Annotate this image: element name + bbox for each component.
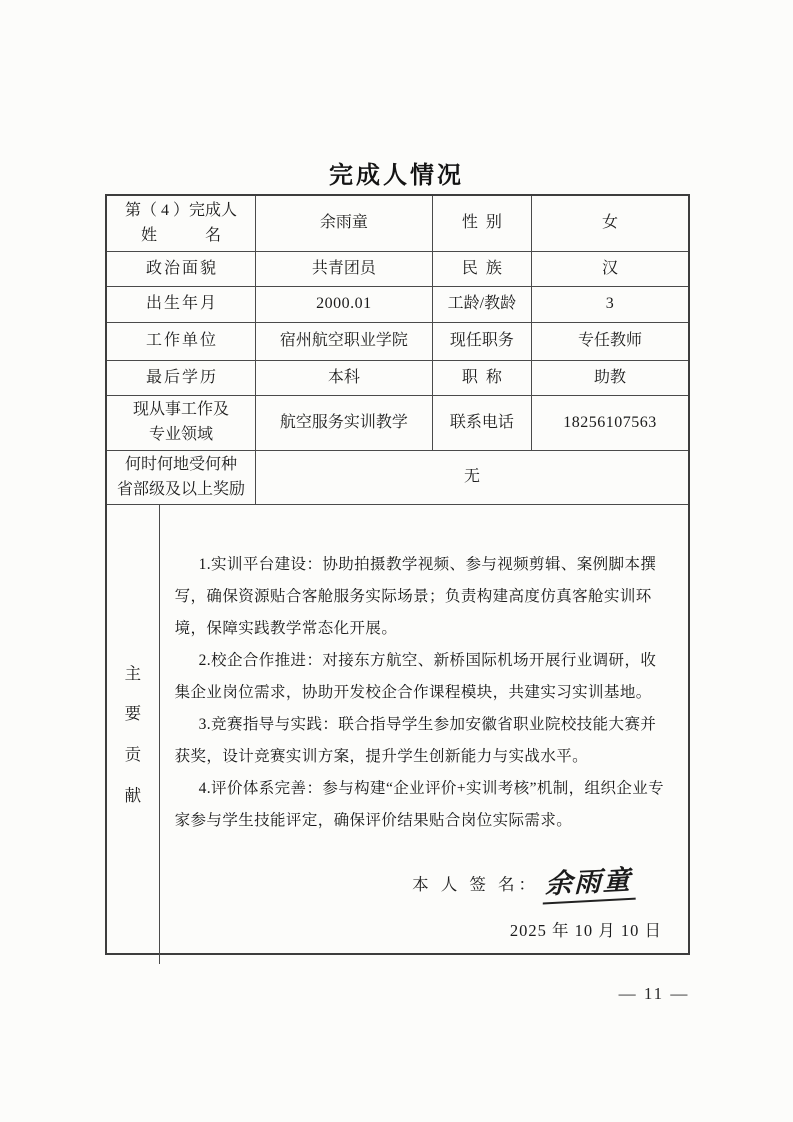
table-row (107, 396, 688, 451)
work-unit-value: 宿州航空职业学院 (256, 323, 433, 360)
table-row (107, 505, 688, 964)
awards-label (107, 451, 256, 504)
table-row (107, 451, 688, 505)
table-row (107, 287, 688, 323)
signature-date: 2025 年 10 月 10 日 (509, 921, 662, 941)
table-row (107, 361, 688, 396)
contribution-label-char: 献 (124, 785, 142, 805)
political-status-label: 政治面貌 (107, 252, 256, 286)
title-value: 助教 (594, 368, 627, 386)
signature-line (412, 865, 636, 902)
contribution-item-1: 1.实训平台建设：协助拍摄教学视频、参与视频剪辑、案例脚本撰写，确保资源贴合客舱服务实际场景；负责构建高度仿真客舱实训环境，保障实践教学常态化开展。 (174, 556, 657, 637)
title-label: 职称 (433, 361, 532, 395)
awards-label-line1: 何时何地受何种 (124, 455, 237, 473)
name-label (107, 196, 256, 251)
work-unit-label: 工作单位 (107, 323, 256, 360)
service-years-label: 工龄/教龄 (433, 287, 532, 322)
contribution-side-label (107, 505, 160, 964)
work-field-label-line1: 现从事工作及 (132, 401, 229, 419)
completer-info-table (105, 194, 690, 955)
name-label-line2: 姓 名 (140, 226, 221, 244)
contribution-item-2: 2.校企合作推进：对接东方航空、新桥国际机场开展行业调研，收集企业岗位需求，协助开发校企合作课程模块，共建实习实训基地。 (174, 652, 657, 701)
contribution-item-4: 4.评价体系完善：参与构建“企业评价+实训考核”机制，组织企业专家参与学生技能评定，确保评价结果贴合岗位实际需求。 (174, 780, 665, 829)
name-label-line1: 第（ 4 ）完成人 (124, 201, 237, 219)
phone-value: 18256107563 (563, 413, 657, 431)
contribution-item-3: 3.竞赛指导与实践：联合指导学生参加安徽省职业院校技能大赛并获奖，设计竞赛实训方案，提升学生创新能力与实战水平。 (174, 716, 657, 765)
service-years-value: 3 (605, 295, 615, 313)
table-row (107, 323, 688, 361)
awards-value: 无 (463, 468, 480, 486)
contribution-label-char: 要 (124, 704, 142, 724)
education-value: 本科 (256, 361, 433, 395)
birth-date-label: 出生年月 (107, 287, 256, 322)
contribution-content (160, 505, 688, 964)
position-label: 现任职务 (433, 323, 532, 360)
awards-label-line2: 省部级及以上奖励 (116, 480, 245, 498)
table-row (107, 252, 688, 287)
gender-label: 性别 (433, 196, 532, 251)
signature-handwriting: 余雨童 (543, 866, 636, 905)
signature-label: 本 人 签 名： (412, 875, 539, 895)
political-status-value: 共青团员 (256, 252, 433, 286)
contribution-label-char: 主 (124, 663, 142, 683)
phone-label: 联系电话 (433, 396, 532, 450)
work-field-label (107, 396, 256, 450)
birth-date-value: 2000.01 (256, 287, 433, 322)
ethnicity-label: 民族 (433, 252, 532, 286)
contribution-label-char: 贡 (124, 745, 142, 764)
ethnicity-value: 汉 (602, 259, 619, 277)
page-number: — 11 — (618, 984, 690, 1003)
education-label: 最后学历 (107, 361, 256, 395)
name-value: 余雨童 (256, 196, 433, 251)
position-value: 专任教师 (578, 332, 643, 350)
table-row (107, 196, 688, 252)
work-field-label-line2: 专业领域 (148, 426, 213, 443)
work-field-value: 航空服务实训教学 (256, 396, 433, 450)
page-title: 完成人情况 (329, 162, 464, 189)
gender-value: 女 (602, 214, 619, 232)
